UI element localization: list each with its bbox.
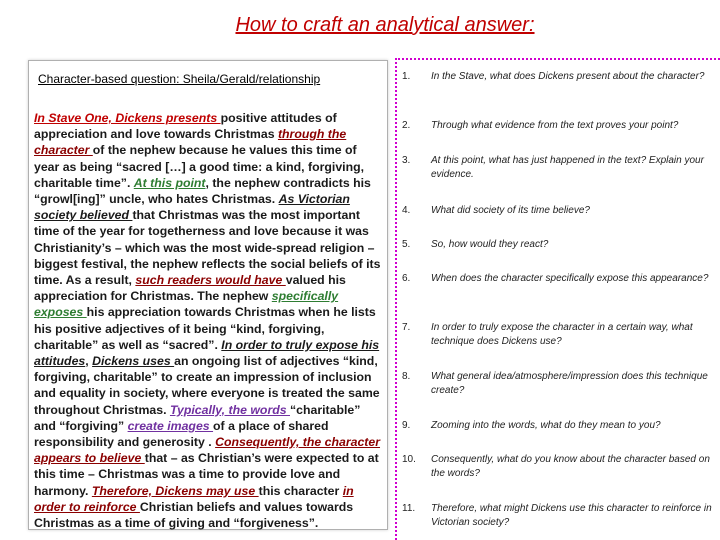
highlighted-phrase: Typically, the words <box>169 402 290 417</box>
paragraph-text: , <box>85 354 93 369</box>
paragraph-text: of a place of shared responsibility and generosity . <box>34 418 329 450</box>
question-text: At this point, what has just happened in the text? Explain your evidence. <box>431 155 704 180</box>
question-text: In the Stave, what does Dickens present about the character? <box>431 71 705 82</box>
highlighted-phrase: Dickens uses <box>92 354 175 369</box>
paragraph-text: , the nephew contradicts his “growl[ing]” uncle, who hates Christmas. <box>34 175 371 207</box>
paragraph-text: valued his appreciation for Christmas. The nephew <box>34 273 346 304</box>
highlighted-phrase: In order to truly expose his attitudes <box>34 337 380 369</box>
highlighted-phrase: through the character <box>34 127 347 158</box>
highlighted-phrase: As Victorian society believed <box>34 192 350 223</box>
highlighted-phrase: specifically exposes <box>34 289 339 320</box>
question-text: Through what evidence from the text proves your point? <box>431 120 679 131</box>
highlighted-phrase: in order to reinforce <box>34 483 354 514</box>
paragraph-text: an ongoing list of adjectives “kind, forgiving, charitable” to create an impression of inclusion and equality in society, where everyone is treated the same throughout Christmas. <box>34 354 380 417</box>
paragraph-text: this character <box>258 483 343 498</box>
highlighted-phrase: At this point <box>133 175 206 190</box>
question-number: 2. <box>402 120 411 131</box>
highlighted-phrase: Therefore, Dickens may use <box>91 483 259 498</box>
question-text: What did society of its time believe? <box>431 205 590 216</box>
paragraph-text: that Christmas was the most important time of the year for togetherness and love because it was Christianity’s – which was the most wide-spread religion – biggest festival, the nephew reflects the social beliefs of its time. As a result, <box>34 208 381 288</box>
question-text: In order to truly expose the character in a certain way, what technique does Dickens use? <box>431 322 693 347</box>
question-number: 4. <box>402 205 411 216</box>
question-number: 8. <box>402 371 411 382</box>
question-number: 11. <box>402 503 416 514</box>
paragraph-text: his appreciation towards Christmas when he lists his positive adjectives of it being “kind, forgiving, charitable” as well as “sacred”. <box>34 305 376 352</box>
paragraph-text: Christian beliefs and values towards Christmas as a time of giving and “forgiveness”. <box>34 499 354 531</box>
highlighted-phrase: Consequently, the character appears to believe <box>34 435 381 466</box>
question-text: So, how would they react? <box>431 239 549 250</box>
question-number: 10. <box>402 454 416 465</box>
question-number: 3. <box>402 155 411 166</box>
question-text: What general idea/atmosphere/impression does this technique create? <box>431 371 708 396</box>
paragraph-text: that – as Christian’s were expected to at this time – Christmas was a time to provide love and harmony. <box>34 451 379 498</box>
question-text: Zooming into the words, what do they mean to you? <box>431 420 661 431</box>
question-text: When does the character specifically expose this appearance? <box>431 273 709 284</box>
question-number: 1. <box>402 71 411 82</box>
question-text: Therefore, what might Dickens use this character to reinforce in Victorian society? <box>431 503 712 528</box>
question-number: 9. <box>402 420 411 431</box>
example-answer-paragraph <box>34 110 384 531</box>
page-title: How to craft an analytical answer: <box>235 14 535 36</box>
highlighted-phrase: such readers would have <box>135 273 286 288</box>
paragraph-text: of the nephew because he values this time of year as being “sacred […] a good time: a kind, forgiving, charitable time”. <box>34 143 365 190</box>
question-number: 7. <box>402 322 411 333</box>
paragraph-text: positive attitudes of appreciation and love towards Christmas <box>34 111 337 142</box>
question-number: 5. <box>402 239 411 250</box>
question-text: Consequently, what do you know about the character based on the words? <box>431 454 710 479</box>
highlighted-phrase: create images <box>127 418 214 433</box>
highlighted-phrase: In Stave One, Dickens presents <box>34 111 221 125</box>
paragraph-text: “charitable” and “forgiving” <box>34 402 361 433</box>
question-number: 6. <box>402 273 411 284</box>
question-heading: Character-based question: Sheila/Gerald/relationship <box>38 72 321 86</box>
